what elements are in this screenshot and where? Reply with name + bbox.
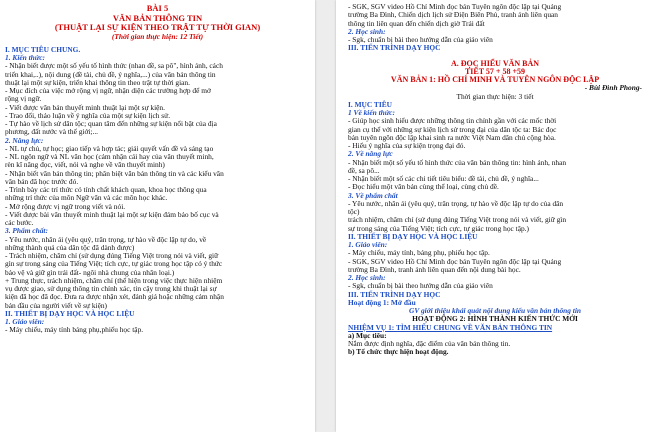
heading-equipment-2: II. THIẾT BỊ DẠY HỌC VÀ HỌC LIỆU [348,231,478,241]
knowledge-line: - Trao đổi, thảo luận về ý nghĩa của một sự kiện lịch sử. [5,110,171,120]
knowledge-line-2: - Hiểu ý nghĩa của sự kiện trọng đại đó. [348,141,466,150]
section-a-title: A. ĐỌC HIỂU VĂN BẢN [450,58,540,68]
qualities-line-2: trách nhiệm, chăm chỉ (sử dụng đúng Tiếng Việt trong nói và viết, giữ gìn [348,215,567,225]
heading-qualities: 3. Phẩm chất: [5,226,48,236]
materials-line: - SGK, SGV video Hồ Chí Minh đọc bản Tuyên ngôn độc lập tại Quảng [348,2,562,11]
competence-line: - Mở rộng được vị ngữ trong viết và nói. [5,201,126,211]
qualities-list-2 [348,200,642,233]
competence-line: - Nhận biết văn bản thông tin; phân biệt văn bản thông tin và các kiểu văn [5,168,224,178]
knowledge-line: rộng vị ngữ. [5,94,42,104]
knowledge-line-2: - Giúp học sinh hiểu được những thông tin chính gần với các mốc thời [348,116,557,126]
document-page-right [336,0,650,432]
competence-line: - Viết được bài văn thuyết minh thuật lại một sự kiện đảm bảo bố cục và [5,209,219,219]
qualities-list [5,236,310,310]
lesson-number: BÀI 5 [146,3,169,13]
competence-line: văn bản đã học trước đó. [5,176,79,186]
heading-qualities-2: 3. Về phẩm chất [348,190,398,200]
qualities-line: + Trung thực, trách nhiệm, chăm chỉ (thể hiện trong việc thực hiện nhiệm [5,275,223,285]
teacher-equipment-line: - Máy chiếu, máy tính bảng phụ,phiếu học tập. [5,325,144,335]
competence-line: - Trình bày các trí thức có tính chất khách quan, khoa học thông qua [5,185,207,194]
qualities-line: - Trách nhiệm, chăm chỉ (sử dụng đúng Tiếng Việt trong nói và viết, giữ [5,251,219,260]
competence-line: - NL ngôn ngữ và NL văn học (cảm nhận cái hay của văn thuyết minh, [5,152,214,161]
heading-knowledge-2: 1 Về kiến thức: [348,108,395,117]
competence-line: - NL tự chủ, tự học; giao tiếp và hợp tác; giải quyết vấn đề và sáng tạo [5,143,214,153]
heading-student-2: 2. Học sinh: [348,273,386,282]
heading-process-2: III. TIẾN TRÌNH DẠY HỌC [348,289,441,299]
heading-teacher: 1. Giáo viên: [5,317,45,326]
lesson-title: VĂN BẢN THÔNG TIN [112,12,203,23]
competence-line-2: - Nhận biết một số các chi tiết tiêu biểu: đề tài, chủ đề, ý nghĩa... [348,174,539,183]
qualities-line-2: - Yêu nước, nhân ái (yêu quý, trân trọng, tự hào về độc lập tự do của dân [348,198,564,208]
knowledge-list [5,62,310,136]
page-left-content [5,4,310,335]
teacher-material-line: - Máy chiếu, máy tính, bảng phụ, phiếu học tập. [348,248,490,258]
objective-a: a) Mục tiêu: [348,330,387,340]
period-numbers: TIẾT 57 + 58 +59 [464,66,526,76]
teacher-material-line: - SGK, SGV video Hồ Chí Minh đọc bản Tuyên ngôn độc lập tại Quảng [348,256,562,266]
heading-knowledge: 1. Kiến thức: [5,53,45,62]
heading-teacher-2: 1. Giáo viên: [348,240,388,249]
lesson-subtitle: (THUẬT LẠI SỰ KIỆN THEO TRẬT TỰ THỜI GIAN) [54,22,261,32]
text-1-title: VĂN BẢN 1: HỒ CHÍ MINH VÀ TUYÊN NGÔN ĐỘC LẬP [390,75,600,84]
materials-line: thông tin liên quan đến chiến dịch giờ Trái đất [348,18,485,28]
qualities-line-2: sự trong sáng của Tiếng Việt; tích cực, tự giác trong học tập.) [348,223,529,233]
knowledge-line: thuật lại một sự kiện, triển khai thông tin theo trật tự thời gian. [5,77,190,87]
qualities-line: bảo vệ và giữ gìn trái đất- ngôi nhà chung của nhân loại.) [5,267,175,277]
heading-competence-2: 2. Về năng lực [348,149,393,159]
knowledge-line: triển khai,..), nội dung (đề tài, chủ đề, ý nghĩa,...) của văn bản thông tin [5,69,216,79]
student-prep-2: - Sgk, chuẩn bị bài theo hướng dẫn của giáo viên [348,281,493,291]
teacher-materials-2 [348,249,642,274]
materials-line: trường Ba Đình, Chiến dịch lịch sử Điện Biên Phủ, tranh ảnh liên quan [348,10,558,20]
teacher-materials-cont [348,3,642,28]
competence-list [5,145,310,228]
qualities-line: vụ được giao, sử dụng thông tin chính xác, tin cậy trong khi thuật lại sự [5,284,217,293]
qualities-line: kiện đã học đã đọc. Đưa ra được nhận xét, đánh giá hoặc những cảm nhận [5,292,224,302]
activity-2-heading: HOẠT ĐỘNG 2: HÌNH THÀNH KIẾN THỨC MỚI [412,314,578,324]
task-1-heading: NHIỆM VỤ 1: TÌM HIỂU CHUNG VỀ VĂN BẢN THÔNG TIN [348,322,553,332]
knowledge-line: - Viết được văn bản thuyết minh thuật lại một sự kiện. [5,102,165,112]
heading-objectives: I. MỤC TIÊU CHUNG. [5,44,81,54]
competence-line: các bước. [5,218,34,227]
knowledge-line: - Tự hào về lịch sử dân tộc; quan tâm đến những sự kiện nổi bật của địa [5,119,217,128]
heading-equipment: II. THIẾT BỊ DẠY HỌC VÀ HỌC LIỆU [5,308,135,318]
knowledge-list-2 [348,117,642,150]
competence-line: rèn kĩ năng đọc, viết, nói và nghe về văn thuyết minh) [5,160,165,170]
activity-1-desc: GV giới thiệu khái quát nội dung kiểu văn bản thông tin [408,306,582,315]
heading-competence: 2. Năng lực: [5,135,44,145]
qualities-line-2: tộc) [348,207,360,216]
competence-line-2: - Đọc hiểu một văn bản cùng thể loại, cùng chủ đề. [348,182,499,192]
qualities-line: - Yêu nước, nhân ái (yêu quý, trân trọng, tự hào về độc lập tự do, về [5,234,207,244]
competence-line-2: đề, sa pô... [348,165,380,175]
objective-a-text: Nắm được định nghĩa, đặc điểm của văn bản thông tin. [348,339,511,348]
knowledge-line-2: bản tuyên ngôn độc lập khai sinh ra nước Việt Nam dân chủ cộng hòa. [348,132,556,142]
heading-student-1: 2. Học sinh: [348,26,386,36]
objective-b: b) Tổ chức thực hiện hoạt động. [348,347,449,357]
knowledge-line: - Nhận biết được một số yếu tố hình thức (nhan đề, sa pô", hình ảnh, cách [5,61,223,71]
knowledge-line: - Mục đích của việc mở rộng vị ngữ, nhận diện các trường hợp để mở [5,86,211,95]
duration-line: Thời gian thực hiện: 3 tiết [456,91,534,101]
qualities-line: bản đầu của người viết về sự kiện) [5,300,108,310]
student-prep-1: - Sgk, chuẩn bị bài theo hướng dẫn của giáo viên [348,35,493,44]
qualities-line: gìn sự trong sáng của Tiếng Việt; tích cực, tự giác trong học tập có ý thức [5,259,223,269]
competence-line-2: - Nhận biết một số yếu tố hình thức của văn bản thông tin: hình ảnh, nhan [348,157,567,167]
qualities-line: những thành quả của dân tộc đã dành được) [5,242,135,252]
document-page-left [0,0,315,432]
heading-process-1: III. TIẾN TRÌNH DẠY HỌC [348,43,441,53]
page-right-content [348,3,642,357]
knowledge-line: phương, đất nước và thế giới;... [5,127,99,137]
activity-1-heading: Hoạt động 1: Mở đầu [348,297,416,307]
knowledge-line-2: gian cụ thể với những sự kiện lịch sử trong đại của dân tộc ta: Bác đọc [348,124,557,134]
teacher-material-line: trường Ba Đình, tranh ảnh liên quan đến nội dung bài học. [348,264,521,274]
author-line: - Bùi Đình Phong- [584,83,642,93]
heading-goals: I. MỤC TIÊU [348,99,393,109]
lesson-duration: (Thời gian thực hiện: 12 Tiết) [111,31,204,41]
competence-list-2 [348,159,642,192]
competence-line: những trí thức của môn Ngữ văn và các môn học khác. [5,193,168,203]
